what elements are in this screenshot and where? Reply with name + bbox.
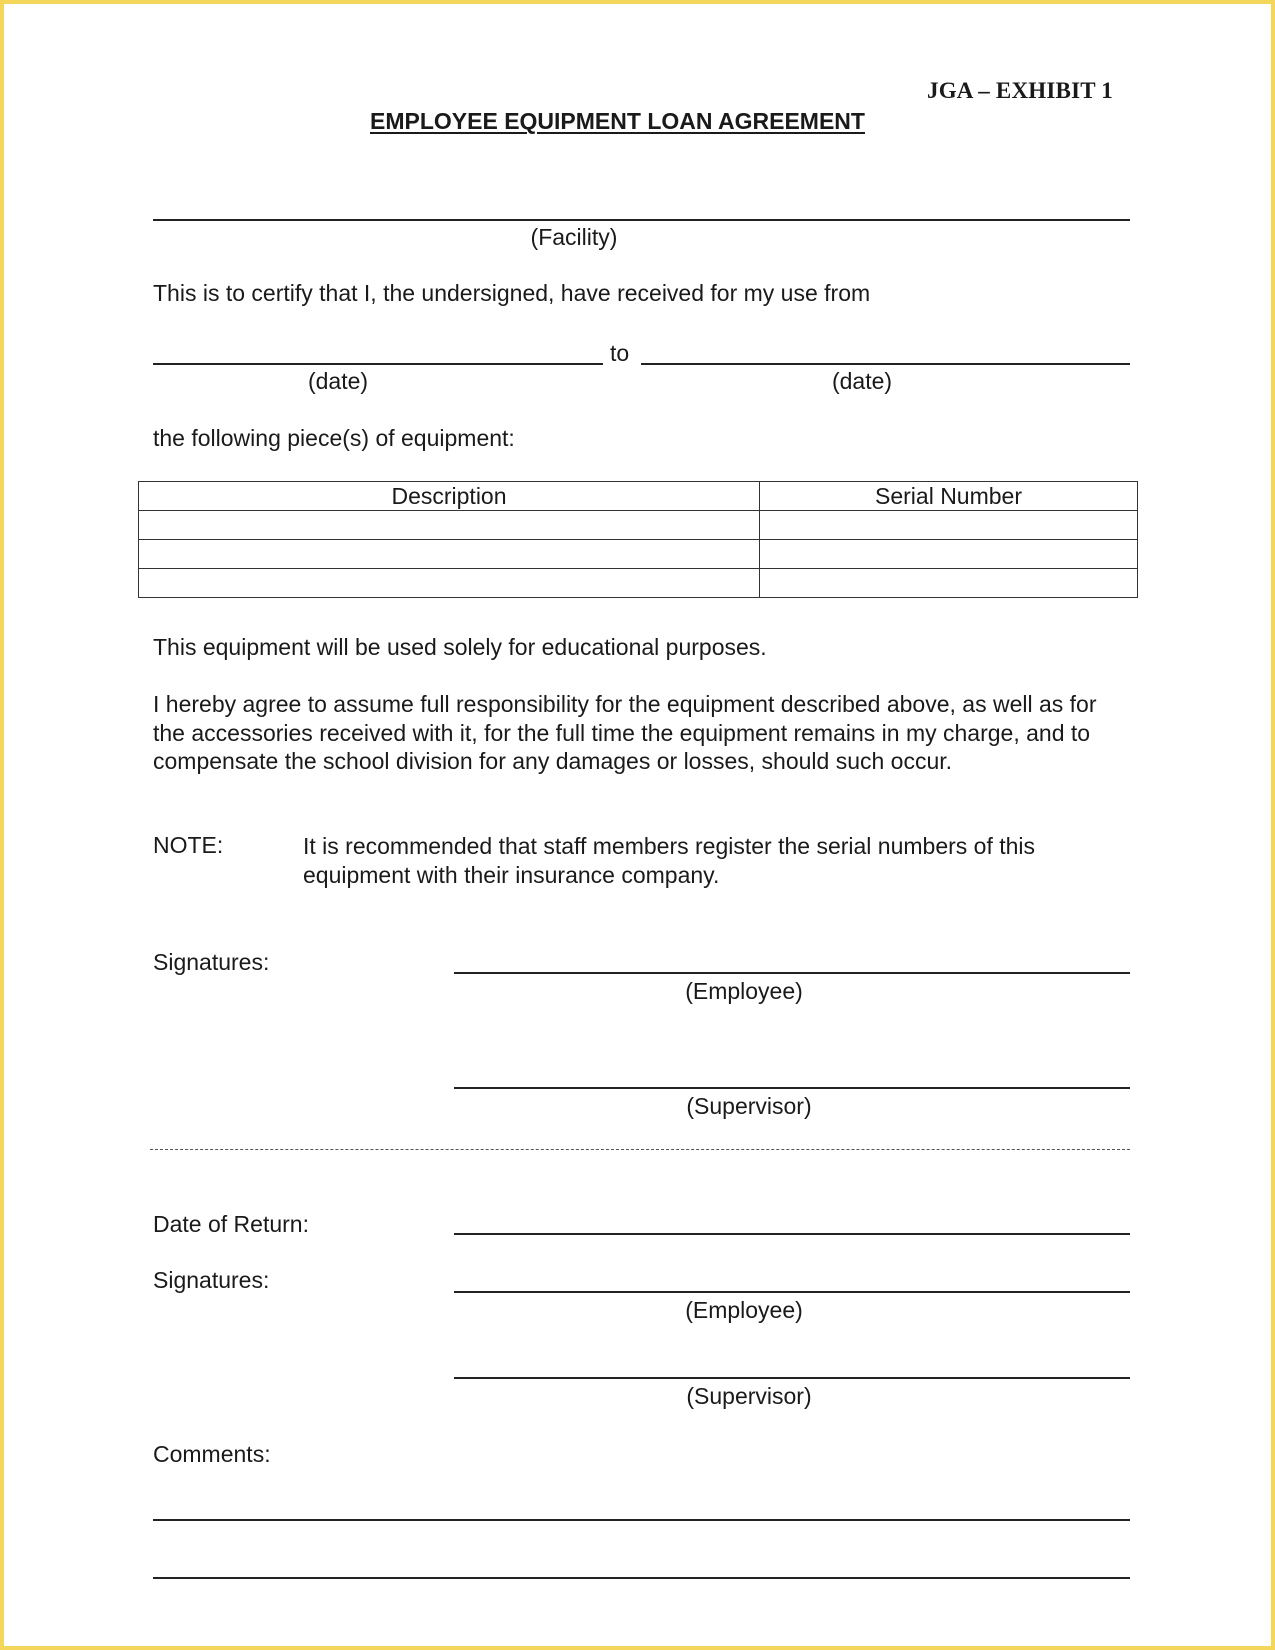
table-row [139,569,1138,598]
description-cell[interactable] [139,540,760,569]
equipment-intro: the following piece(s) of equipment: [153,425,515,451]
serial-number-cell[interactable] [760,540,1138,569]
column-header-description: Description [139,482,760,511]
comments-label: Comments: [153,1441,271,1467]
document-page [4,4,1271,1646]
employee-signature-line[interactable] [454,972,1130,974]
agreement-paragraph: I hereby agree to assume full responsibility for the equipment described above, as well as for the accessories received with it, for the full time the equipment remains in my charge, and to compensate the school division for any damages or losses, should such occur. [153,691,1097,774]
comments-line-2[interactable] [153,1577,1130,1579]
to-word: to [610,340,630,366]
return-employee-label: (Employee) [685,1297,803,1323]
from-date-label: (date) [307,368,369,394]
return-signatures-label: Signatures: [153,1267,270,1293]
signatures-label: Signatures: [153,949,270,975]
description-cell[interactable] [139,511,760,540]
note-label: NOTE: [153,832,224,858]
certify-text: This is to certify that I, the undersigned, have received for my use from [153,280,871,306]
to-date-line[interactable] [641,363,1130,365]
facility-line[interactable] [153,219,1130,221]
equipment-table [138,481,1138,598]
table-row [139,540,1138,569]
note-text: It is recommended that staff members register the serial numbers of this equipment with their insurance company. [303,833,1036,888]
supervisor-signature-line[interactable] [454,1087,1130,1089]
return-supervisor-signature-line[interactable] [454,1377,1130,1379]
return-employee-signature-line[interactable] [454,1291,1130,1293]
purpose-text: This equipment will be used solely for educational purposes. [153,634,767,660]
employee-label: (Employee) [685,978,803,1004]
return-supervisor-label: (Supervisor) [686,1383,812,1409]
to-date-label: (date) [831,368,893,394]
serial-number-cell[interactable] [760,511,1138,540]
supervisor-label: (Supervisor) [686,1093,812,1119]
date-of-return-line[interactable] [454,1233,1130,1235]
table-header-row [139,482,1138,511]
facility-label: (Facility) [530,224,618,250]
table-row [139,511,1138,540]
exhibit-label: JGA – EXHIBIT 1 [927,78,1113,103]
column-header-serial-number: Serial Number [760,482,1138,511]
comments-line-1[interactable] [153,1519,1130,1521]
description-cell[interactable] [139,569,760,598]
date-of-return-label: Date of Return: [153,1211,309,1237]
from-date-line[interactable] [153,363,603,365]
document-title: EMPLOYEE EQUIPMENT LOAN AGREEMENT [370,108,865,134]
cut-divider [150,1149,1130,1150]
serial-number-cell[interactable] [760,569,1138,598]
